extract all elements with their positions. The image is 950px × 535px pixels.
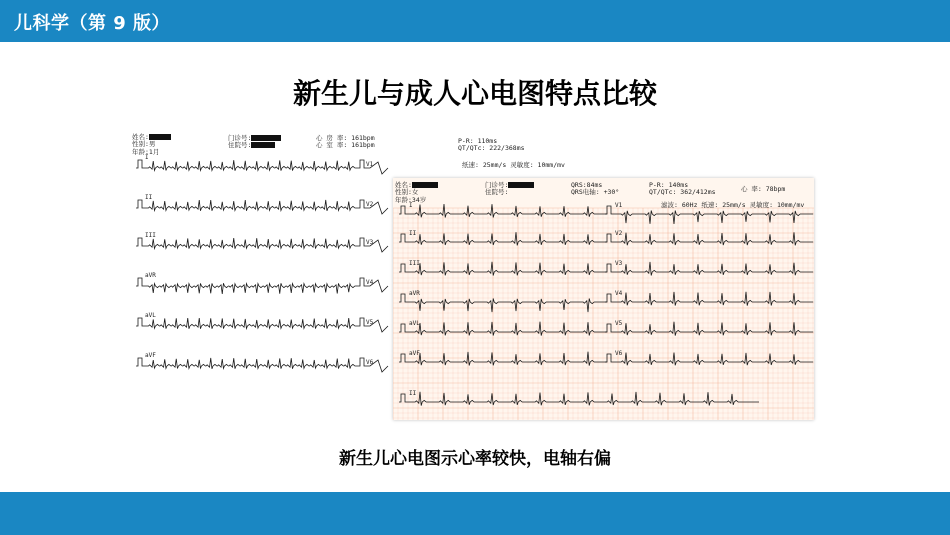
- newborn-trace-i: [136, 160, 356, 171]
- adult-lead-label: III: [409, 260, 420, 267]
- newborn-ward-label: 住院号:: [228, 141, 252, 150]
- newborn-lead-label: aVL: [145, 312, 156, 319]
- adult-chest-label: V2: [615, 230, 623, 237]
- top-banner: [0, 0, 950, 42]
- newborn-qt: QT/QTc: 222/368ms: [458, 144, 525, 153]
- newborn-trace-iii: [136, 238, 356, 249]
- adult-heart-rate: 心 率: 78bpm: [741, 185, 786, 193]
- adult-pr: P-R: 140ms: [649, 181, 689, 189]
- adult-sex: 性别:女: [395, 188, 419, 197]
- newborn-lead-label: III: [145, 232, 156, 239]
- adult-ecg-traces: [393, 178, 814, 420]
- adult-ecg: [393, 178, 814, 420]
- newborn-lead-label: II: [145, 194, 153, 201]
- adult-pr-qt: [649, 182, 716, 197]
- adult-lead-label: aVF: [409, 350, 420, 357]
- newborn-ecg-traces: [130, 128, 392, 390]
- newborn-trace-ii: [136, 200, 356, 211]
- newborn-chest-label: V1: [366, 161, 374, 168]
- bottom-banner: [0, 492, 950, 535]
- newborn-lead-label: aVF: [145, 352, 156, 359]
- newborn-pr-qt: [458, 138, 525, 153]
- adult-chest-trace: [605, 232, 813, 245]
- slide-caption: 新生儿心电图示心率较快，电轴右偏: [339, 449, 611, 469]
- adult-speed: 滤波: 60Hz 纸速: 25mm/s 灵敏度: 10mm/mv: [661, 201, 805, 209]
- newborn-trace-avl: [136, 318, 356, 329]
- slide-title: 新生儿与成人心电图特点比较: [292, 77, 657, 110]
- adult-qt: QT/QTc: 362/412ms: [649, 188, 716, 197]
- newborn-ventricular-rate: 心 室 率: 161bpm: [316, 141, 375, 150]
- adult-chest-trace: [605, 262, 813, 276]
- adult-patient-info: [395, 182, 438, 204]
- adult-age: 年龄:34岁: [395, 195, 427, 204]
- newborn-trace-avr: [136, 278, 356, 294]
- newborn-age: 年龄:1月: [132, 147, 160, 156]
- newborn-name-label: 姓名:: [132, 133, 149, 141]
- adult-chest-label: V4: [615, 290, 623, 297]
- redacted-adult-clinic: [508, 182, 534, 188]
- adult-lead-label: aVR: [409, 290, 420, 297]
- adult-chest-label: V5: [615, 320, 623, 327]
- adult-ward-label: 住院号:: [485, 188, 509, 197]
- adult-lead-label: I: [409, 202, 413, 209]
- newborn-speed: 纸速: 25mm/s 灵敏度: 10mm/mv: [462, 161, 565, 169]
- newborn-ecg: [130, 128, 392, 390]
- adult-chest-label: V1: [615, 202, 623, 209]
- course-title: 儿科学（第 9 版）: [14, 13, 171, 34]
- adult-qrs: QRS:84ms: [571, 181, 603, 189]
- newborn-chest-label: V5: [366, 319, 374, 326]
- adult-chest-label: V6: [615, 350, 623, 357]
- adult-chest-label: V3: [615, 260, 623, 267]
- newborn-chest-label: V6: [366, 359, 374, 366]
- newborn-pr: P-R: 110ms: [458, 137, 498, 145]
- adult-clinic-label: 门诊号:: [485, 181, 509, 189]
- newborn-lead-label: aVR: [145, 272, 156, 279]
- adult-qrs-axis: QRS电轴: +30°: [571, 188, 620, 197]
- newborn-chest-label: V4: [366, 279, 374, 286]
- adult-lead-label: aVL: [409, 320, 420, 327]
- adult-name-label: 姓名:: [395, 181, 412, 189]
- adult-lead-label: II: [409, 230, 417, 237]
- adult-chest-trace: [605, 322, 813, 336]
- adult-ids: [485, 182, 534, 197]
- adult-chest-trace: [605, 353, 813, 366]
- newborn-chest-label: V3: [366, 239, 374, 246]
- adult-intervals: [571, 182, 619, 197]
- adult-lead-label: II: [409, 390, 417, 397]
- newborn-trace-avf: [136, 358, 356, 369]
- newborn-chest-label: V2: [366, 201, 374, 208]
- newborn-lead-label: I: [145, 154, 149, 161]
- adult-chest-trace: [605, 292, 813, 306]
- newborn-clinic-label: 门诊号:: [228, 134, 252, 142]
- newborn-atrial-rate: 心 房 率: 161bpm: [316, 134, 375, 142]
- newborn-sex: 性别:男: [132, 140, 156, 149]
